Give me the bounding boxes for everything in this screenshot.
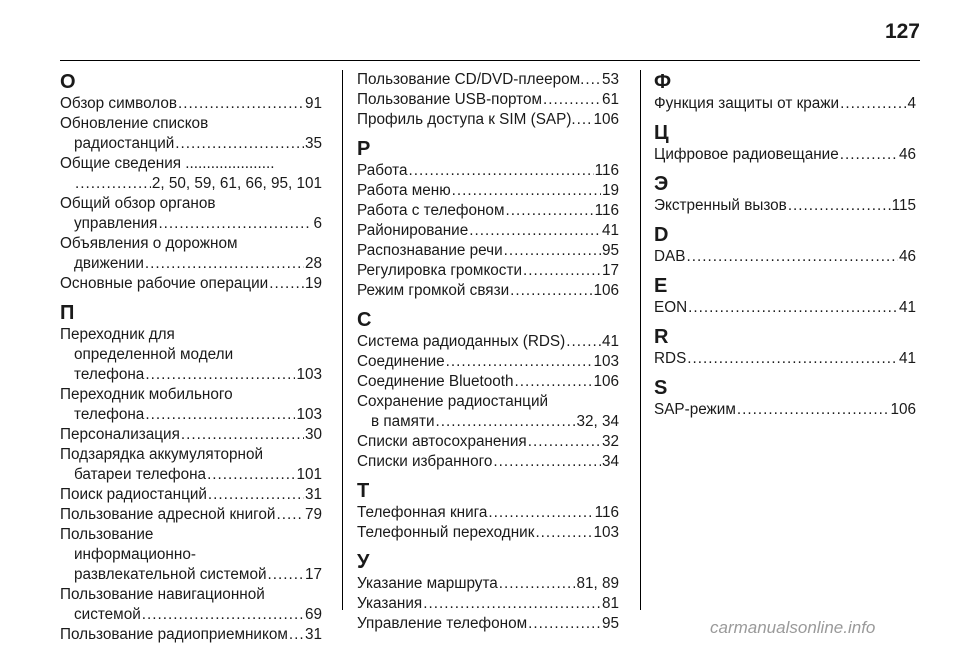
index-section xyxy=(357,70,619,130)
page-ref[interactable]: 19 xyxy=(601,182,619,199)
page-ref[interactable]: 30 xyxy=(304,426,322,443)
index-entry[interactable] xyxy=(60,114,322,154)
index-section xyxy=(654,274,916,318)
index-entry[interactable] xyxy=(357,261,619,281)
section-letter: S xyxy=(654,377,668,399)
leader-dots xyxy=(178,94,304,114)
index-entry[interactable] xyxy=(654,94,916,114)
leader-dots xyxy=(452,181,601,201)
page-ref[interactable]: 32, 34 xyxy=(576,413,619,430)
index-entry[interactable] xyxy=(60,385,322,425)
leader-dots xyxy=(687,349,898,369)
index-entry[interactable] xyxy=(357,90,619,110)
page-ref[interactable]: 103 xyxy=(593,524,619,541)
entry-row xyxy=(357,110,619,130)
entry-row xyxy=(357,574,619,594)
entry-text: Профиль доступа к SIM (SAP). xyxy=(357,111,576,128)
leader-dots xyxy=(535,523,592,543)
entry-text: Пользование CD/DVD-плеером. xyxy=(357,71,585,88)
page-ref[interactable]: 41 xyxy=(601,222,619,239)
entry-text: Режим громкой связи xyxy=(357,282,510,299)
entry-text: Экстренный вызов xyxy=(654,197,787,214)
entry-text: Пользование адресной книгой xyxy=(60,506,276,523)
entry-row xyxy=(357,332,619,352)
page-ref[interactable]: 34 xyxy=(601,453,619,470)
leader-dots xyxy=(158,214,312,234)
entry-text: RDS xyxy=(654,350,687,367)
entry-row xyxy=(654,145,916,165)
index-section xyxy=(654,70,916,114)
entry-text: телефона xyxy=(74,406,145,423)
section-letter: Ц xyxy=(654,122,669,144)
index-entry[interactable] xyxy=(357,241,619,261)
entry-row xyxy=(654,349,916,369)
leader-dots xyxy=(75,174,151,194)
page-ref[interactable]: 46 xyxy=(898,146,916,163)
entry-row xyxy=(60,425,322,445)
index-section xyxy=(60,70,322,294)
index-entry[interactable] xyxy=(357,392,619,432)
page-ref[interactable]: 106 xyxy=(593,282,619,299)
header-rule xyxy=(60,60,920,61)
leader-dots xyxy=(523,261,601,281)
page-ref[interactable]: 101 xyxy=(296,466,322,483)
page-ref[interactable]: 41 xyxy=(898,299,916,316)
leader-dots xyxy=(181,425,304,445)
entry-text: в памяти xyxy=(371,413,435,430)
entry-row xyxy=(60,605,322,625)
entry-text: Пользование радиоприемником xyxy=(60,626,288,643)
entry-text: EON xyxy=(654,299,688,316)
entry-row xyxy=(357,70,619,90)
leader-dots xyxy=(175,134,304,154)
index-entry[interactable] xyxy=(357,503,619,523)
entry-row xyxy=(60,565,322,585)
entry-row xyxy=(357,412,619,432)
leader-dots xyxy=(289,625,304,645)
leader-dots xyxy=(737,400,890,420)
page-ref[interactable]: 103 xyxy=(296,406,322,423)
entry-row xyxy=(357,614,619,634)
page-ref[interactable]: 17 xyxy=(304,566,322,583)
entry-text: Общие сведения ..................... xyxy=(60,155,275,172)
entry-text: определенной модели xyxy=(74,346,234,363)
entry-text: управления xyxy=(74,215,158,232)
leader-dots xyxy=(208,485,304,505)
leader-dots xyxy=(499,574,576,594)
index-entry[interactable] xyxy=(60,525,322,585)
index-section xyxy=(654,325,916,369)
entry-row xyxy=(357,432,619,452)
leader-dots xyxy=(515,372,593,392)
leader-dots xyxy=(142,605,304,625)
page-ref[interactable]: 17 xyxy=(601,262,619,279)
column-divider xyxy=(640,70,641,610)
entry-text: Указания xyxy=(357,595,423,612)
entry-text: системой xyxy=(74,606,141,623)
entry-row xyxy=(654,196,916,216)
index-entry[interactable] xyxy=(654,298,916,318)
entry-text: батареи телефона xyxy=(74,466,207,483)
entry-text: Списки автосохранения xyxy=(357,433,527,450)
page-ref[interactable]: 32 xyxy=(601,433,619,450)
page-ref[interactable]: 116 xyxy=(594,162,619,179)
column-divider xyxy=(342,70,343,610)
leader-dots xyxy=(840,145,898,165)
leader-dots xyxy=(276,505,304,525)
index-entry[interactable] xyxy=(357,181,619,201)
index-entry[interactable] xyxy=(357,332,619,352)
entry-text: Обзор символов xyxy=(60,95,177,112)
section-letter: П xyxy=(60,302,75,324)
index-entry[interactable] xyxy=(60,194,322,234)
leader-dots xyxy=(840,94,906,114)
leader-dots xyxy=(566,332,601,352)
entry-row xyxy=(60,505,322,525)
entry-row xyxy=(654,298,916,318)
entry-text: Общий обзор органов xyxy=(60,195,216,212)
entry-row xyxy=(357,261,619,281)
entry-row xyxy=(654,400,916,420)
entry-row xyxy=(60,214,322,234)
entry-text: информационно- xyxy=(74,546,196,563)
leader-dots xyxy=(688,298,898,318)
page-ref[interactable]: 79 xyxy=(304,506,322,523)
entry-text: радиостанций xyxy=(74,135,175,152)
page-ref[interactable]: 2, 50, 59, 61, 66, 95, 101 xyxy=(151,175,322,192)
entry-text: Пользование навигационной xyxy=(60,586,265,603)
index-section xyxy=(654,121,916,165)
section-letter: R xyxy=(654,326,669,348)
index-column-3 xyxy=(654,70,916,427)
leader-dots xyxy=(145,365,295,385)
entry-text: Основные рабочие операции xyxy=(60,275,269,292)
leader-dots xyxy=(510,281,592,301)
page-ref[interactable]: 53 xyxy=(601,71,619,88)
index-entry[interactable] xyxy=(357,201,619,221)
entry-row xyxy=(60,94,322,114)
page-ref[interactable]: 106 xyxy=(593,373,619,390)
index-entry[interactable] xyxy=(357,221,619,241)
section-letter: С xyxy=(357,309,372,331)
index-entry[interactable] xyxy=(654,400,916,420)
index-entry[interactable] xyxy=(357,70,619,90)
page-ref[interactable]: 35 xyxy=(304,135,322,152)
section-letter: Ф xyxy=(654,71,672,93)
page-ref[interactable]: 106 xyxy=(890,401,916,418)
page-ref[interactable]: 19 xyxy=(304,275,322,292)
entry-text: Объявления о дорожном xyxy=(60,235,238,252)
entry-text: Пользование USB-портом xyxy=(357,91,542,108)
entry-row xyxy=(60,274,322,294)
leader-dots xyxy=(436,412,576,432)
index-entry[interactable] xyxy=(654,247,916,267)
index-entry[interactable] xyxy=(654,349,916,369)
entry-text: Сохранение радиостанций xyxy=(357,393,549,410)
index-entry[interactable] xyxy=(357,352,619,372)
index-entry[interactable] xyxy=(357,614,619,634)
page-ref[interactable]: 46 xyxy=(898,248,916,265)
entry-row xyxy=(60,365,322,385)
page-ref[interactable]: 6 xyxy=(313,215,322,232)
page-ref[interactable]: 103 xyxy=(296,366,322,383)
entry-text: Работа xyxy=(357,162,408,179)
leader-dots xyxy=(207,465,295,485)
leader-dots xyxy=(268,565,304,585)
leader-dots xyxy=(528,614,601,634)
entry-text: телефона xyxy=(74,366,145,383)
index-column-2 xyxy=(357,70,619,641)
entry-text: Пользование xyxy=(60,526,154,543)
entry-row xyxy=(357,161,619,181)
entry-row xyxy=(357,352,619,372)
leader-dots xyxy=(423,594,601,614)
entry-text: Работа с телефоном xyxy=(357,202,505,219)
section-letter: Т xyxy=(357,480,370,502)
index-entry[interactable] xyxy=(60,234,322,274)
page-ref[interactable]: 41 xyxy=(898,350,916,367)
entry-row xyxy=(357,181,619,201)
index-entry[interactable] xyxy=(60,325,322,385)
index-entry[interactable] xyxy=(60,274,322,294)
entry-row xyxy=(60,485,322,505)
page-ref[interactable]: 4 xyxy=(907,95,916,112)
page-ref[interactable]: 81 xyxy=(601,595,619,612)
index-entry[interactable] xyxy=(357,523,619,543)
entry-text: Регулировка громкости xyxy=(357,262,523,279)
entry-row xyxy=(357,452,619,472)
leader-dots xyxy=(469,221,601,241)
index-entry[interactable] xyxy=(60,585,322,625)
entry-text: Обновление списков xyxy=(60,115,209,132)
index-entry[interactable] xyxy=(60,154,322,194)
index-entry[interactable] xyxy=(60,425,322,445)
entry-text: Переходник для xyxy=(60,326,175,343)
entry-text: Телефонная книга xyxy=(357,504,488,521)
page-ref[interactable]: 31 xyxy=(304,486,322,503)
index-section xyxy=(654,376,916,420)
watermark: carmanualsonline.info xyxy=(710,618,876,637)
entry-row xyxy=(357,201,619,221)
page-ref[interactable]: 81, 89 xyxy=(576,575,619,592)
index-entry[interactable] xyxy=(60,94,322,114)
section-letter: E xyxy=(654,275,668,297)
page-number: 127 xyxy=(884,20,920,43)
index-entry[interactable] xyxy=(654,145,916,165)
index-entry[interactable] xyxy=(60,625,322,645)
entry-text: развлекательной системой xyxy=(74,566,267,583)
index-section xyxy=(60,301,322,645)
page-ref[interactable]: 95 xyxy=(601,242,619,259)
index-entry[interactable] xyxy=(357,110,619,130)
page-ref[interactable]: 106 xyxy=(593,111,619,128)
leader-dots xyxy=(686,247,898,267)
entry-row xyxy=(60,405,322,425)
section-letter: Э xyxy=(654,173,669,195)
index-section xyxy=(357,308,619,472)
entry-row xyxy=(357,523,619,543)
entry-row xyxy=(357,281,619,301)
entry-row xyxy=(654,94,916,114)
page-ref[interactable]: 116 xyxy=(594,202,619,219)
page-ref[interactable]: 28 xyxy=(304,255,322,272)
leader-dots xyxy=(528,432,601,452)
page-ref[interactable]: 69 xyxy=(304,606,322,623)
entry-text: Телефонный переходник xyxy=(357,524,535,541)
leader-dots xyxy=(505,201,593,221)
entry-text: Функция защиты от кражи xyxy=(654,95,840,112)
leader-dots xyxy=(488,503,593,523)
entry-row xyxy=(60,254,322,274)
section-letter: D xyxy=(654,224,669,246)
entry-text: Поиск радиостанций xyxy=(60,486,207,503)
leader-dots xyxy=(269,274,304,294)
entry-text: Распознавание речи xyxy=(357,242,503,259)
entry-text: SAP-режим xyxy=(654,401,736,418)
section-letter: О xyxy=(60,71,76,93)
leader-dots xyxy=(577,110,593,130)
index-entry[interactable] xyxy=(357,594,619,614)
index-section xyxy=(357,479,619,543)
leader-dots xyxy=(145,405,295,425)
entry-text: Соединение xyxy=(357,353,445,370)
entry-text: Цифровое радиовещание xyxy=(654,146,839,163)
index-section xyxy=(654,172,916,216)
index-entry[interactable] xyxy=(357,432,619,452)
entry-text: Работа меню xyxy=(357,182,451,199)
index-entry[interactable] xyxy=(357,372,619,392)
page-ref[interactable]: 31 xyxy=(304,626,322,643)
index-entry[interactable] xyxy=(60,505,322,525)
entry-row xyxy=(654,247,916,267)
entry-text: Районирование xyxy=(357,222,469,239)
entry-row xyxy=(357,221,619,241)
entry-row xyxy=(357,503,619,523)
page-ref[interactable]: 91 xyxy=(304,95,322,112)
entry-row xyxy=(60,174,322,194)
index-section xyxy=(357,137,619,301)
page-ref[interactable]: 41 xyxy=(601,333,619,350)
index-column-1 xyxy=(60,70,322,652)
page-ref[interactable]: 103 xyxy=(593,353,619,370)
entry-row xyxy=(60,134,322,154)
page-ref[interactable]: 116 xyxy=(594,504,619,521)
entry-text: Система радиоданных (RDS) xyxy=(357,333,566,350)
entry-text: Переходник мобильного xyxy=(60,386,233,403)
leader-dots xyxy=(504,241,601,261)
leader-dots xyxy=(543,90,601,110)
index-entry[interactable] xyxy=(60,485,322,505)
leader-dots xyxy=(145,254,304,274)
entry-text: Указание маршрута xyxy=(357,575,498,592)
entry-row xyxy=(357,90,619,110)
entry-row xyxy=(60,465,322,485)
leader-dots xyxy=(493,452,601,472)
entry-text: Соединение Bluetooth xyxy=(357,373,514,390)
index-section xyxy=(654,223,916,267)
leader-dots xyxy=(585,70,601,90)
entry-row xyxy=(60,625,322,645)
index-entry[interactable] xyxy=(357,281,619,301)
entry-text: Подзарядка аккумуляторной xyxy=(60,446,264,463)
entry-row xyxy=(357,241,619,261)
section-letter: У xyxy=(357,551,370,573)
index-entry[interactable] xyxy=(654,196,916,216)
leader-dots xyxy=(408,161,593,181)
index-section xyxy=(357,550,619,634)
leader-dots xyxy=(446,352,593,372)
entry-text: DAB xyxy=(654,248,686,265)
entry-row xyxy=(357,372,619,392)
entry-text: движении xyxy=(74,255,144,272)
entry-text: Персонализация xyxy=(60,426,180,443)
index-entry[interactable] xyxy=(357,161,619,181)
index-entry[interactable] xyxy=(357,574,619,594)
section-letter: Р xyxy=(357,138,371,160)
leader-dots xyxy=(788,196,891,216)
entry-row xyxy=(357,594,619,614)
page-ref[interactable]: 61 xyxy=(601,91,619,108)
page-ref[interactable]: 95 xyxy=(601,615,619,632)
entry-text: Управление телефоном xyxy=(357,615,528,632)
entry-text: Списки избранного xyxy=(357,453,493,470)
index-entry[interactable] xyxy=(357,452,619,472)
index-entry[interactable] xyxy=(60,445,322,485)
page-ref[interactable]: 115 xyxy=(891,197,916,214)
